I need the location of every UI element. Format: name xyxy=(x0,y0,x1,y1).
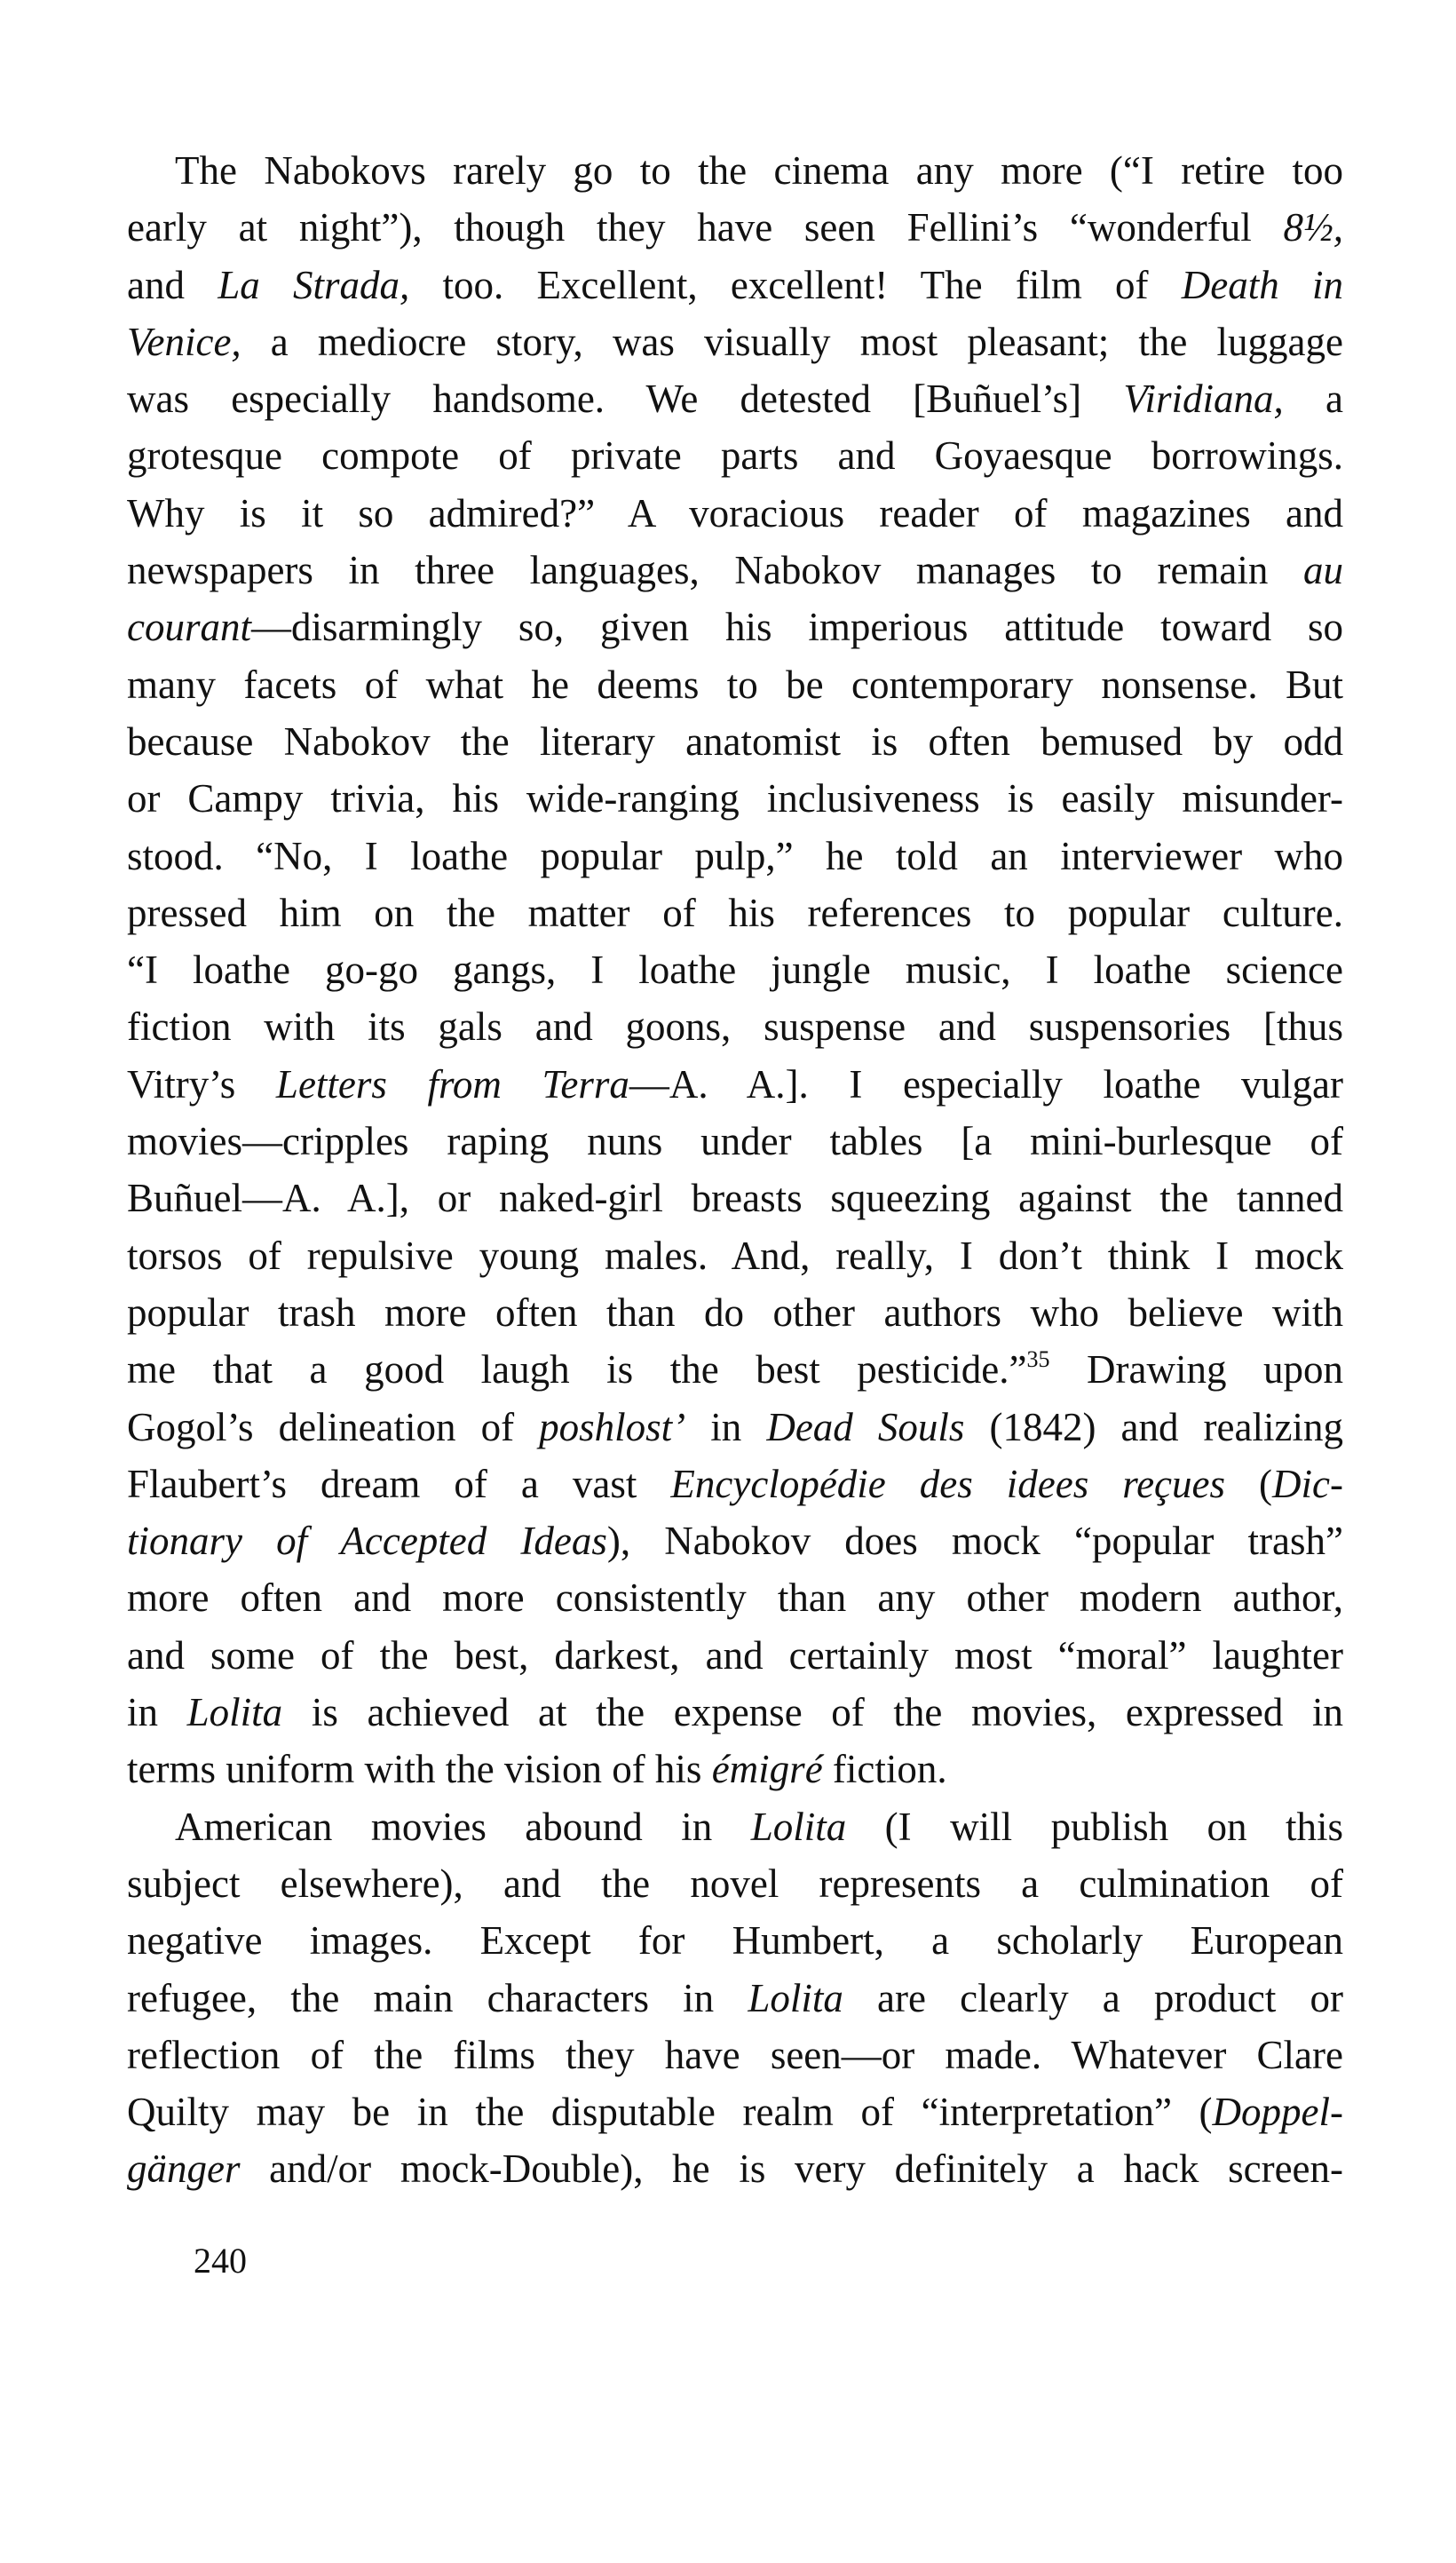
text-line: American movies abound in Lolita (I will publish on this xyxy=(175,1804,1344,1849)
footnote-ref: 35 xyxy=(1026,1346,1050,1373)
text-line: Buñuel—A. A.], or naked-girl breasts squeezing against the tanned xyxy=(127,1176,1343,1221)
text-line: Why is it so admired?” A voracious reader of magazines and xyxy=(127,490,1343,536)
text-line: Quilty may be in the disputable realm of “interpretation” (Doppel- xyxy=(127,2090,1343,2135)
paragraph-1 xyxy=(127,142,1343,1798)
paragraph-2 xyxy=(127,1798,1343,2198)
text-line: courant—disarmingly so, given his imperious attitude toward so xyxy=(127,605,1343,650)
text-line: popular trash more often than do other authors who believe with xyxy=(127,1289,1343,1335)
text-line: Venice, a mediocre story, was visually most pleasant; the luggage xyxy=(127,319,1343,364)
text-line: or Campy trivia, his wide-ranging inclusiveness is easily misunder- xyxy=(127,776,1343,821)
text-line: was especially handsome. We detested [Buñuel’s] Viridiana, a xyxy=(127,377,1343,422)
text-line: refugee, the main characters in Lolita are clearly a product or xyxy=(127,1975,1344,2020)
text-line: and some of the best, darkest, and certainly most “moral” laughter xyxy=(127,1632,1343,1678)
page-number: 240 xyxy=(194,2241,247,2281)
text-line: pressed him on the matter of his references to popular culture. xyxy=(127,890,1343,935)
text-line: because Nabokov the literary anatomist is often bemused by odd xyxy=(127,718,1343,764)
text-line: in Lolita is achieved at the expense of the movies, expressed in xyxy=(127,1690,1343,1735)
text-line: me that a good laugh is the best pesticide.”$^{35}$ Drawing upon xyxy=(127,1346,1343,1393)
text-line: “I loathe go-go gangs, I loathe jungle music, I loathe science xyxy=(127,948,1343,993)
text-line: more often and more consistently than any other modern author, xyxy=(127,1575,1343,1621)
text-line: reflection of the films they have seen—or made. Whatever Clare xyxy=(127,2032,1343,2077)
text-line: Gogol’s delineation of poshlost’ in Dead Souls (1842) and realizing xyxy=(127,1404,1343,1449)
text-line: The Nabokovs rarely go to the cinema any more (“I retire too xyxy=(175,148,1343,193)
text-line: movies—cripples raping nuns under tables [a mini-burlesque of xyxy=(127,1119,1343,1164)
text-line: Vitry’s Letters from Terra—A. A.]. I especially loathe vulgar xyxy=(127,1061,1343,1107)
text-line: stood. “No, I loathe popular pulp,” he told an interviewer who xyxy=(127,833,1343,878)
text-line: torsos of repulsive young males. And, really, I don’t think I mock xyxy=(127,1233,1343,1278)
text-line: and La Strada, too. Excellent, excellent! The film of Death in xyxy=(127,262,1343,307)
text-line: tionary of Accepted Ideas), Nabokov does mock “popular trash” xyxy=(127,1519,1343,1564)
text-line: gänger and/or mock-Double), he is very definitely a hack screen- xyxy=(127,2146,1343,2192)
text-line: negative images. Except for Humbert, a scholarly European xyxy=(127,1918,1343,1964)
body-text xyxy=(127,142,1343,2198)
text-line: subject elsewhere), and the novel represents a culmination of xyxy=(127,1861,1343,1906)
text-line: many facets of what he deems to be contemporary nonsense. But xyxy=(127,662,1343,707)
text-line: grotesque compote of private parts and Goyaesque borrowings. xyxy=(127,433,1343,479)
text-line: Flaubert’s dream of a vast Encyclopédie des idees reçues (Dic- xyxy=(127,1461,1343,1506)
text-line: newspapers in three languages, Nabokov manages to remain au xyxy=(127,548,1343,593)
text-line: terms uniform with the vision of his émigré fiction. xyxy=(127,1747,947,1792)
text-line: fiction with its gals and goons, suspense and suspensories [thus xyxy=(127,1004,1343,1050)
text-line: early at night”), though they have seen Fellini’s “wonderful 8½, xyxy=(127,205,1343,250)
